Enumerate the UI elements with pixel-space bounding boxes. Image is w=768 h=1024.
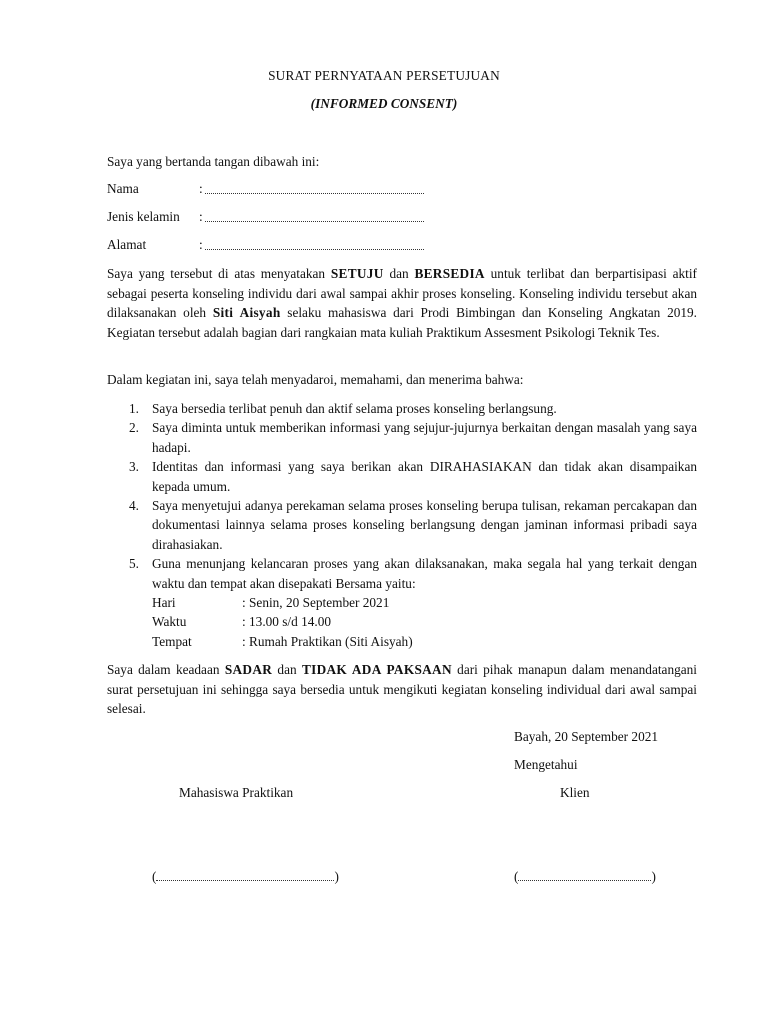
paragraph-text: dan	[272, 662, 302, 677]
list-item-text: Identitas dan informasi yang saya berikan akan DIRAHASIAKAN dan tidak akan disampaikan kepada umum.	[152, 459, 697, 494]
paren-open: (	[514, 869, 519, 884]
list-item	[107, 496, 697, 554]
emphasis-sadar: SADAR	[224, 662, 273, 677]
schedule-row-tempat	[152, 632, 697, 651]
emphasis-setuju: SETUJU	[330, 266, 384, 281]
paragraph-text: dan	[383, 266, 415, 281]
paren-close: )	[334, 869, 339, 884]
document-title: SURAT PERNYATAAN PERSETUJUAN	[268, 68, 500, 83]
field-blank-nama[interactable]	[205, 193, 424, 194]
paragraph-text: untuk terlibat dan berpartisipasi aktif sebagai peserta konseling individu dari awal sampai akhir proses konseling. Konseling individu tersebut akan dilaksanakan oleh	[107, 266, 697, 321]
list-number: 5.	[129, 556, 139, 572]
emphasis-tidak-ada-paksaan: TIDAK ADA PAKSAAN	[301, 662, 452, 677]
intro-line: Saya yang bertanda tangan dibawah ini:	[107, 154, 320, 169]
list-item-text: Saya diminta untuk memberikan informasi yang sejujur-jujurnya berkaitan dengan masalah yang saya hadapi.	[152, 420, 697, 455]
signature-line-left[interactable]	[152, 869, 339, 885]
declaration-paragraph	[107, 660, 697, 719]
field-blank-alamat[interactable]	[205, 249, 424, 250]
paren-close: )	[651, 869, 656, 884]
list-number: 3.	[129, 459, 139, 475]
schedule-value: : Senin, 20 September 2021	[242, 595, 390, 611]
list-item	[107, 457, 697, 496]
schedule-key: Tempat	[152, 633, 192, 649]
schedule-value: : Rumah Praktikan (Siti Aisyah)	[242, 633, 413, 649]
place-date: Bayah, 20 September 2021	[514, 729, 659, 744]
list-item-text: Saya bersedia terlibat penuh dan aktif selama proses konseling berlangsung.	[152, 401, 557, 416]
signer-right-label: Klien	[560, 785, 590, 800]
terms-list	[107, 399, 697, 651]
list-item	[107, 418, 697, 457]
field-blank-jenis-kelamin[interactable]	[205, 221, 424, 222]
list-item-text: Guna menunjang kelancaran proses yang akan dilaksanakan, maka segala hal yang terkait dengan waktu dan tempat akan disepakati Bersama yaitu:	[152, 556, 697, 591]
list-item	[107, 399, 697, 418]
signature-blank	[518, 871, 651, 881]
field-colon: :	[199, 181, 203, 196]
paragraph-text: Saya yang tersebut di atas menyatakan	[107, 266, 331, 281]
field-colon: :	[199, 209, 203, 224]
schedule-key: Waktu	[152, 614, 187, 630]
terms-intro: Dalam kegiatan ini, saya telah menyadaroi, memahami, dan menerima bahwa:	[107, 372, 524, 387]
acknowledge-label: Mengetahui	[514, 757, 578, 772]
schedule-value: : 13.00 s/d 14.00	[242, 614, 332, 630]
paren-open: (	[152, 869, 157, 884]
consent-paragraph	[107, 264, 697, 342]
list-number: 1.	[129, 401, 139, 416]
signature-line-right[interactable]	[514, 869, 656, 885]
list-item-text: Saya menyetujui adanya perekaman selama proses konseling berupa tulisan, rekaman percakapan dan dokumentasi lainnya selama proses konseling berlangsung dengan jaminan informasi pribadi saya dirahasiakan.	[152, 498, 697, 552]
field-label-jenis-kelamin: Jenis kelamin	[107, 209, 180, 224]
paragraph-text: selaku mahasiswa dari Prodi Bimbingan dan Konseling Angkatan 2019. Kegiatan tersebut adalah bagian dari rangkaian mata kuliah Praktikum Assesment Psikologi Teknik Tes.	[107, 305, 697, 340]
schedule-row-hari	[152, 593, 697, 612]
paragraph-text: Saya dalam keadaan	[107, 662, 225, 677]
field-label-nama: Nama	[107, 181, 139, 196]
schedule-key: Hari	[152, 595, 176, 611]
field-colon: :	[199, 237, 203, 252]
schedule-row-waktu	[152, 612, 697, 631]
document-subtitle: (INFORMED CONSENT)	[310, 96, 458, 111]
list-item	[107, 554, 697, 651]
signature-blank	[156, 871, 334, 881]
signer-left-label: Mahasiswa Praktikan	[179, 785, 294, 800]
list-number: 4.	[129, 498, 139, 514]
paragraph-text: dari pihak manapun dalam menandatangani surat persetujuan ini sehingga saya bersedia untuk mengikuti kegiatan konseling individual dari awal sampai selesai.	[107, 662, 697, 717]
list-number: 2.	[129, 420, 139, 436]
emphasis-counselor-name: Siti Aisyah	[212, 305, 281, 321]
emphasis-bersedia: BERSEDIA	[414, 266, 485, 281]
field-label-alamat: Alamat	[107, 237, 147, 252]
